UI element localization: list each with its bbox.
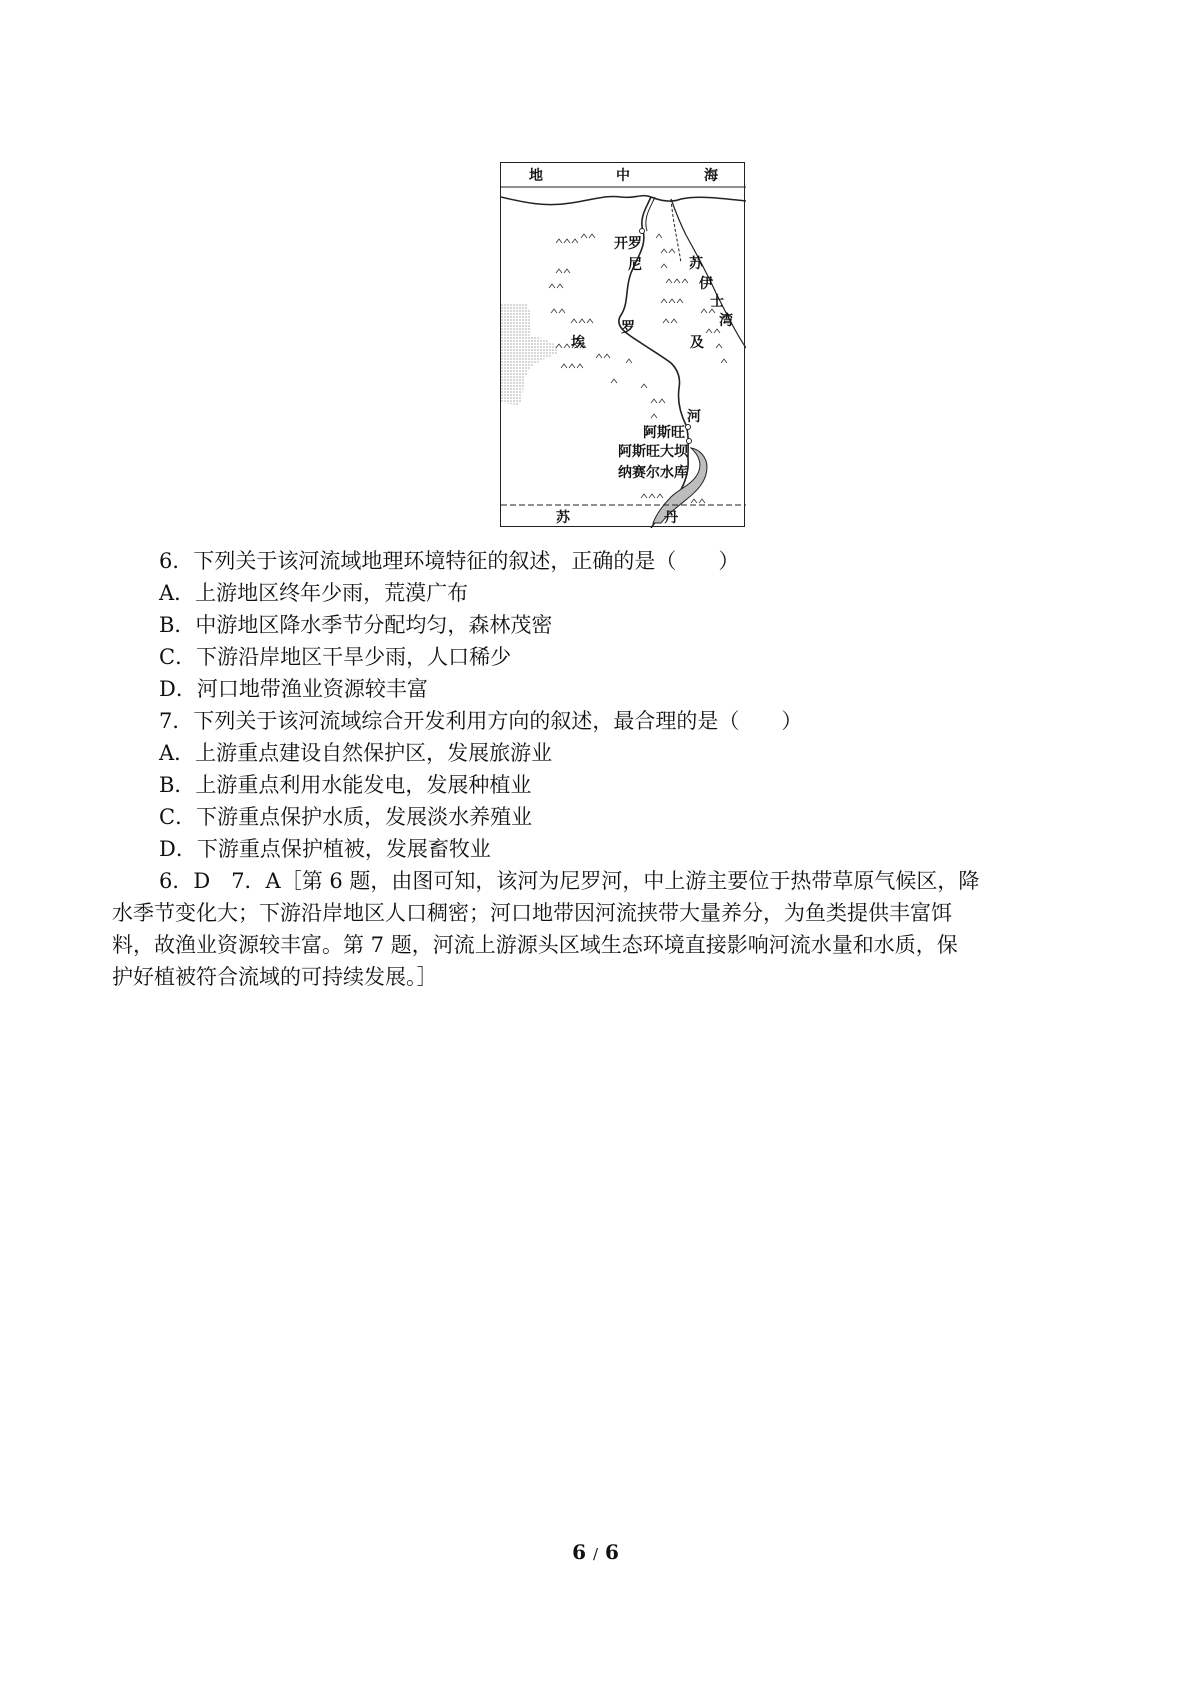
page-total: 6 [605, 1540, 619, 1564]
map-label-sea-1: 地 [529, 168, 543, 184]
map-label-sea-2: 中 [616, 168, 630, 184]
page-separator: / [592, 1545, 599, 1563]
question-6-option-b: B．中游地区降水季节分配均匀，森林茂密 [159, 613, 553, 637]
page-number [0, 1540, 1191, 1564]
question-6-option-a: A．上游地区终年少雨，荒漠广布 [159, 581, 469, 605]
answer-line-1: 6．D 7．A［第 6 题，由图可知，该河为尼罗河，中上游主要位于热带草原气候区，降 [159, 869, 980, 893]
map-label-egypt-1: 埃 [571, 335, 585, 351]
question-7-option-d: D．下游重点保护植被，发展畜牧业 [159, 837, 491, 861]
answer-line-4: 护好植被符合流域的可持续发展。］ [112, 965, 438, 989]
map-label-aswan: 阿斯旺 [643, 425, 685, 441]
page-current: 6 [572, 1540, 586, 1564]
question-text-block [112, 545, 1092, 993]
map-label-sea-3: 海 [704, 168, 718, 184]
map-label-nile-1: 尼 [628, 257, 642, 273]
map-label-egypt-2: 及 [690, 335, 704, 351]
answer-line-3: 料，故渔业资源较丰富。第 7 题，河流上游源头区域生态环境直接影响河流水量和水质，保 [112, 933, 958, 957]
map-label-suez-2: 伊 [699, 276, 713, 292]
map-label-sudan-1: 苏 [556, 510, 570, 526]
question-7-option-c: C．下游重点保护水质，发展淡水养殖业 [159, 805, 533, 829]
nile-map-figure [500, 162, 745, 527]
map-label-aswan-dam: 阿斯旺大坝 [618, 444, 688, 460]
map-label-lake-nasser: 纳赛尔水库 [618, 465, 688, 481]
question-6-option-c: C．下游沿岸地区干旱少雨，人口稀少 [159, 645, 512, 669]
map-label-nile-2: 罗 [621, 320, 635, 336]
question-6-option-d: D．河口地带渔业资源较丰富 [159, 677, 428, 701]
map-label-sudan-2: 丹 [664, 510, 678, 526]
map-label-nile-3: 河 [687, 409, 701, 425]
question-7-option-a: A．上游重点建设自然保护区，发展旅游业 [159, 741, 553, 765]
question-7-stem: 7．下列关于该河流域综合开发利用方向的叙述，最合理的是（ ） [159, 709, 803, 733]
map-label-cairo: 开罗 [614, 236, 642, 252]
map-label-suez-3: 士 [710, 294, 724, 310]
map-label-suez-4: 湾 [719, 313, 733, 329]
question-7-option-b: B．上游重点利用水能发电，发展种植业 [159, 773, 532, 797]
question-6-stem: 6．下列关于该河流域地理环境特征的叙述，正确的是（ ） [159, 549, 740, 573]
answer-line-2: 水季节变化大；下游沿岸地区人口稠密；河口地带因河流挟带大量养分，为鱼类提供丰富饵 [112, 901, 952, 925]
map-label-suez-1: 苏 [689, 256, 703, 272]
